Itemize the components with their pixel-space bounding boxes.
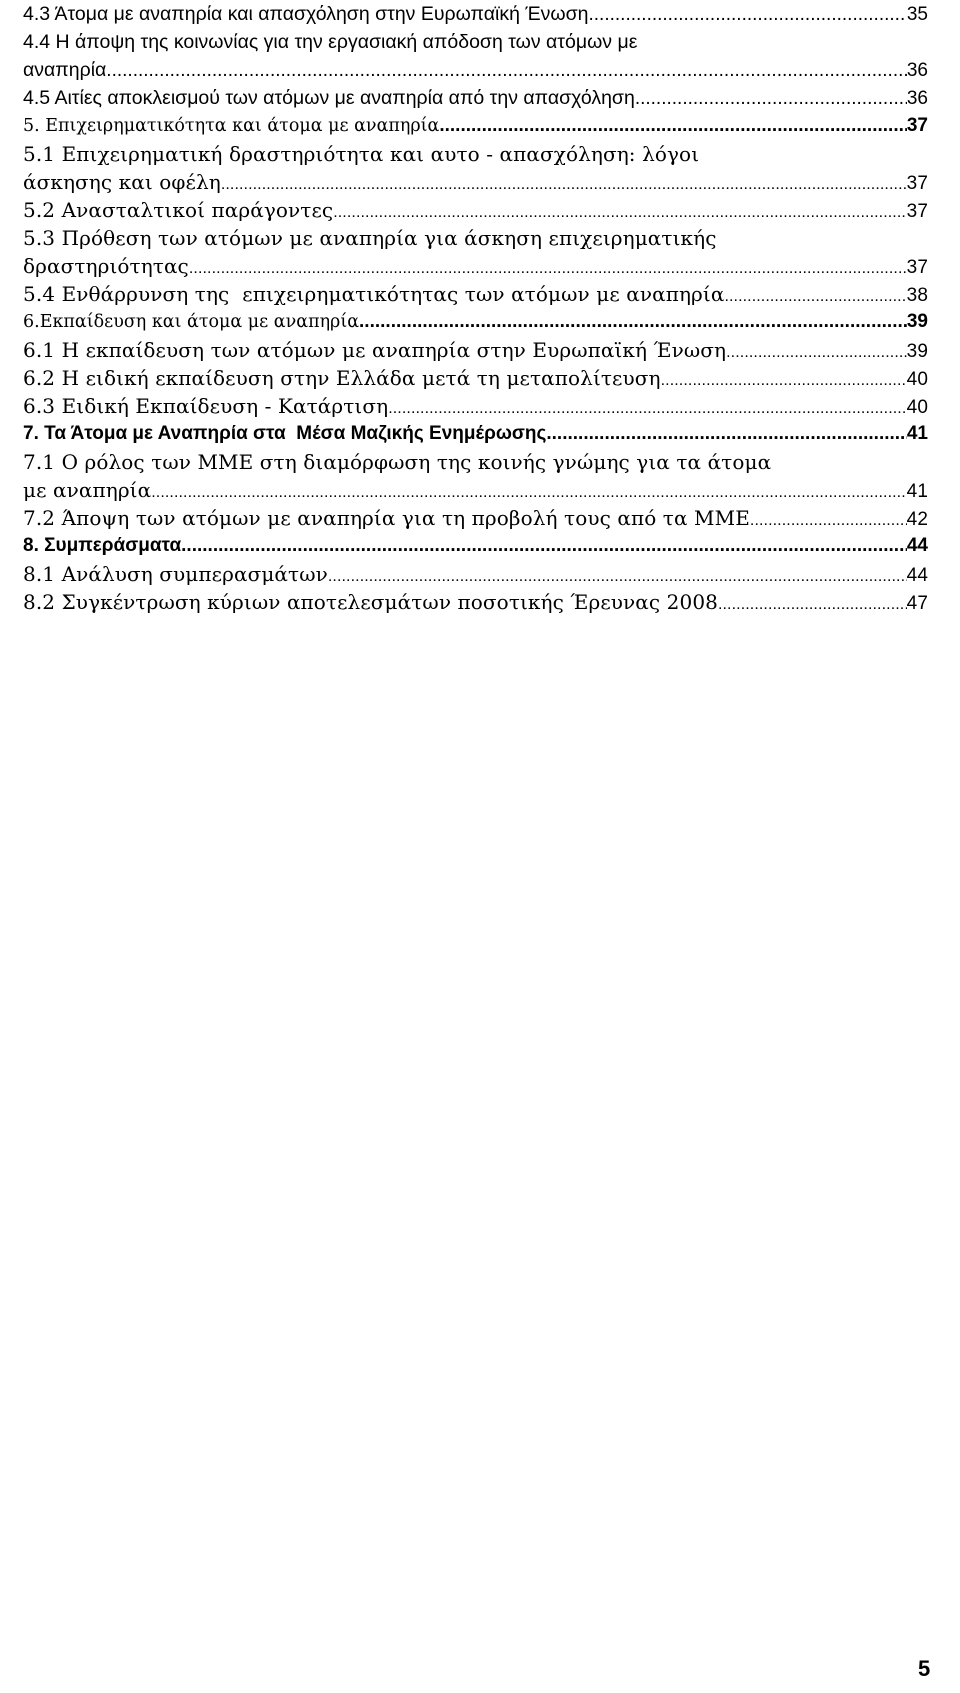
toc-leader-dots	[333, 199, 906, 224]
toc-chapter-title: 7. Τα Άτομα με Αναπηρία στα Μέσα Μαζικής Ενημέρωσης	[23, 423, 547, 444]
toc-page-number: 39	[906, 341, 928, 362]
toc-entry-title-continued: με αναπηρία	[23, 478, 152, 502]
toc-entry-title: 4.4 Η άποψη της κοινωνίας για την εργασιακή απόδοση των ατόμων με	[23, 31, 638, 53]
toc-entry-title: 5.2 Ανασταλτικοί παράγοντες	[23, 198, 334, 222]
toc-page-number: 35	[906, 4, 928, 25]
toc-chapter-title: 5. Επιχειρηματικότητα και άτομα με αναπηρία	[23, 116, 440, 136]
page-number: 5	[918, 1656, 931, 1681]
toc-page-number: 36	[906, 60, 928, 81]
toc-leader-dots	[718, 591, 907, 616]
toc-entry-title: 8.2 Συγκέντρωση κύριων αποτελεσμάτων ποσοτικής Έρευνας 2008	[23, 590, 718, 614]
toc-entry-4-3[interactable]	[23, 0, 928, 28]
toc-entry-4-5[interactable]	[23, 84, 928, 112]
toc-chapter-title: 6.Εκπαίδευση και άτομα με αναπηρία	[23, 312, 360, 332]
toc-leader-dots	[151, 479, 906, 504]
toc-page-number: 37	[906, 257, 928, 278]
toc-page-number: 41	[906, 481, 928, 502]
toc-leader-dots	[546, 420, 906, 448]
toc-entry-title: 4.3 Άτομα με αναπηρία και απασχόληση στην Ευρωπαϊκή Ένωση	[23, 3, 589, 25]
toc-entry-title: 8.1 Ανάλυση συμπερασμάτων	[23, 562, 328, 586]
toc-entry-6-1[interactable]	[23, 336, 928, 364]
toc-entry-title: 6.1 Η εκπαίδευση των ατόμων με αναπηρία στην Ευρωπαϊκή Ένωση	[23, 338, 727, 362]
table-of-contents	[23, 0, 928, 616]
toc-entry-title-continued: δραστηριότητας	[23, 254, 189, 278]
toc-entry-title: 7.1 Ο ρόλος των ΜΜΕ στη διαμόρφωση της κοινής γνώμης για τα άτομα	[23, 450, 772, 474]
toc-page-number: 37	[906, 115, 928, 136]
toc-page-number: 41	[906, 423, 928, 444]
toc-entry-title-continued: άσκησης και οφέλη	[23, 170, 221, 194]
toc-entry-5-3[interactable]	[23, 224, 928, 280]
toc-leader-dots	[189, 255, 907, 280]
toc-page-number: 42	[906, 509, 928, 530]
toc-leader-dots	[388, 395, 906, 420]
toc-entry-7[interactable]	[23, 420, 928, 448]
toc-page-number: 36	[906, 88, 928, 109]
toc-entry-title: 6.2 Η ειδική εκπαίδευση στην Ελλάδα μετά τη μεταπολίτευση	[23, 366, 661, 390]
toc-entry-8-2[interactable]	[23, 588, 928, 616]
toc-page-number: 44	[906, 565, 928, 586]
toc-entry-5-4[interactable]	[23, 280, 928, 308]
toc-entry-title: 4.5 Αιτίες αποκλεισμού των ατόμων με αναπηρία από την απασχόληση	[23, 87, 635, 109]
toc-leader-dots	[221, 171, 907, 196]
toc-leader-dots	[589, 1, 907, 28]
toc-entry-6[interactable]	[23, 308, 928, 336]
toc-entry-title-continued: αναπηρία	[23, 59, 107, 81]
toc-entry-7-1[interactable]	[23, 448, 928, 504]
toc-entry-5-1[interactable]	[23, 140, 928, 196]
toc-leader-dots	[750, 507, 907, 532]
toc-entry-6-3[interactable]	[23, 392, 928, 420]
toc-entry-title: 6.3 Ειδική Εκπαίδευση - Κατάρτιση	[23, 394, 389, 418]
toc-entry-title: 7.2 Άποψη των ατόμων με αναπηρία για τη προβολή τους από τα ΜΜΕ	[23, 506, 750, 530]
toc-leader-dots	[106, 57, 907, 84]
toc-entry-4-4[interactable]	[23, 28, 928, 84]
toc-page-number: 44	[906, 535, 928, 556]
toc-entry-7-2[interactable]	[23, 504, 928, 532]
toc-entry-5[interactable]	[23, 112, 928, 140]
toc-leader-dots	[724, 283, 906, 308]
toc-leader-dots	[181, 532, 907, 560]
toc-entry-8-1[interactable]	[23, 560, 928, 588]
toc-entry-title: 5.3 Πρόθεση των ατόμων με αναπηρία για άσκηση επιχειρηματικής	[23, 226, 717, 250]
toc-chapter-title: 8. Συμπεράσματα	[23, 535, 182, 556]
toc-page-number: 40	[906, 397, 928, 418]
toc-leader-dots	[359, 308, 907, 336]
toc-page-number: 47	[906, 593, 928, 614]
toc-entry-5-2[interactable]	[23, 196, 928, 224]
toc-leader-dots	[328, 563, 907, 588]
toc-page-number: 37	[906, 173, 928, 194]
toc-page-number: 40	[906, 369, 928, 390]
toc-page-number: 37	[906, 201, 928, 222]
toc-leader-dots	[439, 112, 907, 140]
toc-page-number: 39	[906, 311, 928, 332]
toc-entry-8[interactable]	[23, 532, 928, 560]
toc-entry-title: 5.4 Ενθάρρυνση της επιχειρηματικότητας των ατόμων με αναπηρία	[23, 282, 725, 306]
toc-leader-dots	[635, 85, 907, 112]
toc-entry-title: 5.1 Επιχειρηματική δραστηριότητα και αυτο - απασχόληση: λόγοι	[23, 142, 700, 166]
toc-leader-dots	[726, 339, 907, 364]
toc-page-number: 38	[906, 285, 928, 306]
toc-leader-dots	[661, 367, 907, 392]
toc-entry-6-2[interactable]	[23, 364, 928, 392]
